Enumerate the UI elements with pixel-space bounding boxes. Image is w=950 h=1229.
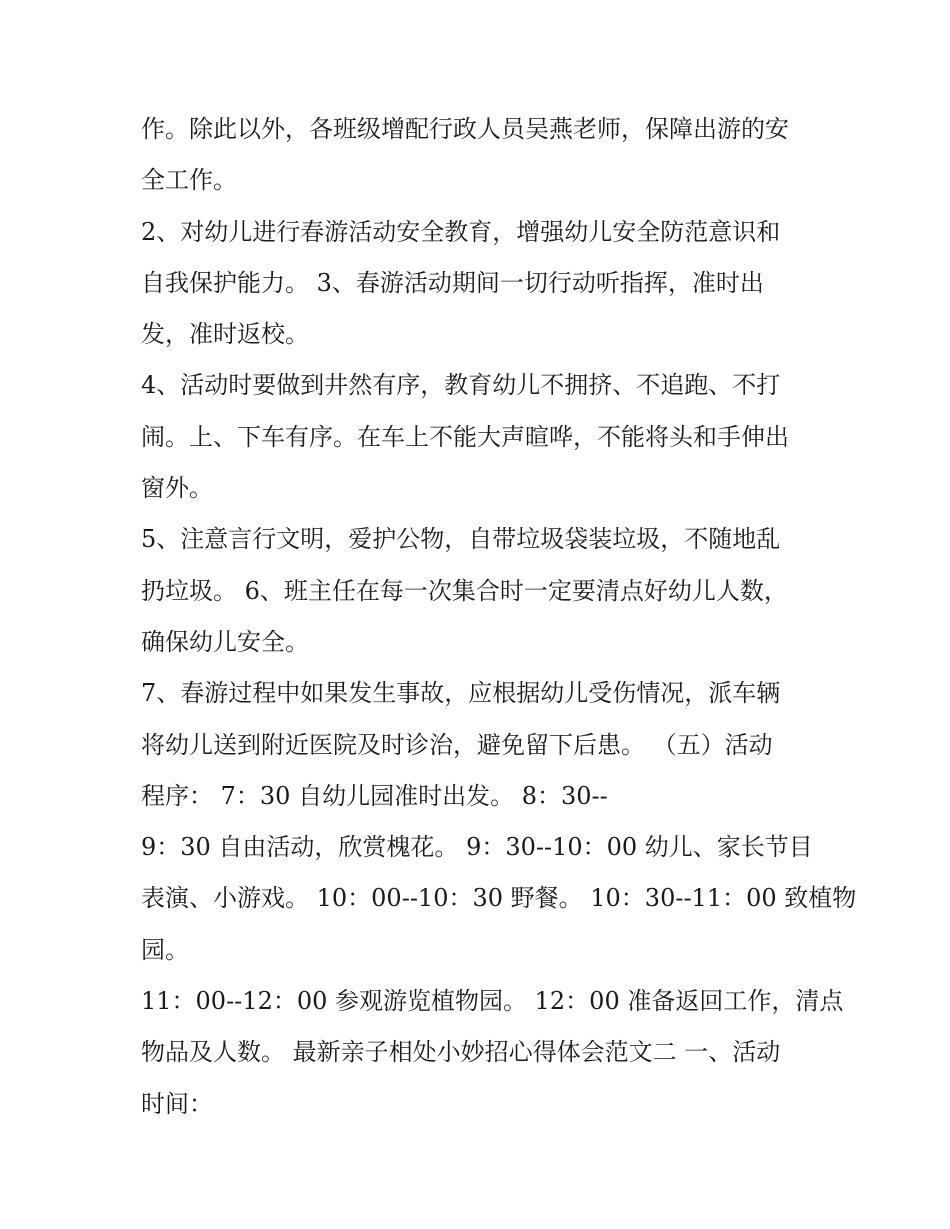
text-line: 物品及人数。 最新亲子相处小妙招心得体会范文二 一、活动 — [141, 1038, 781, 1067]
text-line: 自我保护能力。 3、春游活动期间一切行动听指挥，准时出 — [141, 268, 764, 297]
text-line: 时间： — [141, 1089, 213, 1118]
text-line: 11：00--12：00 参观游览植物园。 12：00 准备返回工作，清点 — [141, 987, 844, 1016]
text-line: 作。除此以外，各班级增配行政人员吴燕老师，保障出游的安 — [141, 115, 789, 143]
text-line: 2、对幼儿进行春游活动安全教育，增强幼儿安全防范意识和 — [141, 217, 781, 246]
text-line: 发，准时返校。 — [141, 320, 309, 349]
text-line: 表演、小游戏。 10：00--10：30 野餐。 10：30--11：00 致植物 — [141, 884, 857, 913]
text-line: 窗外。 — [141, 474, 213, 503]
text-line: 9：30 自由活动，欣赏槐花。 9：30--10：00 幼儿、家长节目 — [141, 833, 813, 862]
text-line: 5、注意言行文明，爱护公物，自带垃圾袋装垃圾，不随地乱 — [141, 525, 781, 554]
text-line: 程序： 7：30 自幼儿园准时出发。 8：30-- — [141, 781, 608, 810]
text-line: 确保幼儿安全。 — [141, 627, 309, 656]
text-line: 扔垃圾。 6、班主任在每一次集合时一定要清点好幼儿人数， — [141, 576, 788, 605]
text-line: 将幼儿送到附近医院及时诊治，避免留下后患。 （五）活动 — [141, 730, 773, 759]
text-line: 4、活动时要做到井然有序，教育幼儿不拥挤、不追跑、不打 — [141, 371, 781, 400]
text-line: 全工作。 — [141, 166, 237, 195]
text-line: 7、春游过程中如果发生事故，应根据幼儿受伤情况，派车辆 — [141, 679, 781, 708]
text-line: 闹。上、下车有序。在车上不能大声暄哗，不能将头和手伸出 — [141, 422, 789, 451]
document-body — [141, 104, 857, 1130]
text-line: 园。 — [141, 935, 189, 964]
